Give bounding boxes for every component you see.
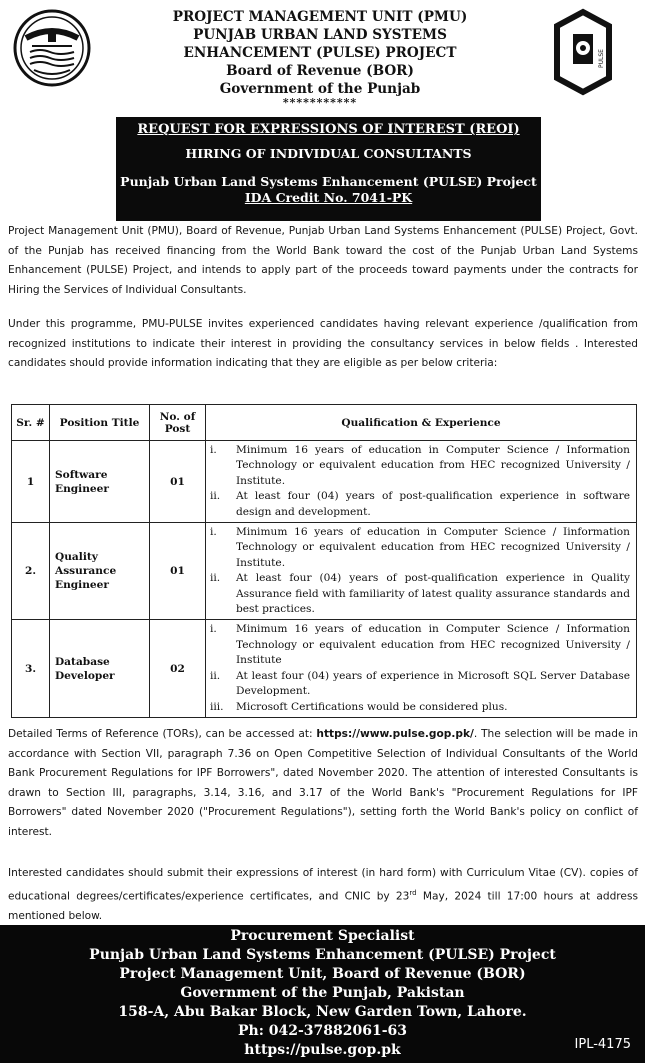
reoi-banner — [116, 117, 541, 221]
reoi-project: Punjab Urban Land Systems Enhancement (PULSE) Project — [120, 174, 537, 189]
row-sr: 3. — [12, 620, 50, 717]
footer-line-3: Project Management Unit, Board of Revenue (BOR) — [119, 966, 526, 982]
qualification-item-text: Minimum 16 years of education in Computer Science / Information Technology or equivalent education from HEC recognized University / Institute — [236, 623, 630, 667]
footer-website-link[interactable]: https://pulse.gop.pk — [244, 1042, 401, 1058]
qualification-item-text: Minimum 16 years of education in Computer Science / Information Technology or equivalent education from HEC recognized University / Institute. — [236, 444, 630, 487]
page-header — [0, 0, 645, 112]
qualification-item-text: At least four (04) years of post-qualification experience in Quality Assurance field with familiarity of latest quality assurance standards and best practices. — [236, 572, 630, 616]
table-row — [12, 523, 637, 620]
tor-text-after: . The selection will be made in accordance with Section VII, paragraph 7.36 on Open Competitive Selection of Individual Consultants of the World Bank Procurement Regulations for IPF Borrowers", dated November 2020. The attention of interested Consultants is drawn to Section III, paragraphs, 3.14, 3.16, and 3.17 of the World Bank's "Procurement Regulations for IPF Borrowers" dated November 2020 ("Procurement Regulations"), setting forth the World Bank's policy on conflict of interest. — [8, 728, 638, 838]
pulse-logo-text: PULSE — [598, 49, 605, 68]
qualification-item-number: ii. — [210, 572, 221, 585]
header-qualification: Qualification & Experience — [206, 405, 637, 441]
qualification-item-text: At least four (04) years of post-qualification experience in software design and development. — [236, 490, 630, 518]
qualification-item-number: iii. — [210, 700, 224, 713]
qualification-item-text: Minimum 16 years of education in Computer Science / Iinformation Technology or equivalent education from HEC recognized University / Institute. — [236, 526, 630, 569]
tor-text-before: Detailed Terms of Reference (TORs), can be accessed at: — [8, 728, 317, 740]
qualification-item-text: At least four (04) years of experience in Microsoft SQL Server Database Development. — [236, 669, 630, 698]
submission-text-after: May, 2024 till 17:00 hours at address mentioned below. — [8, 890, 638, 922]
intro-paragraph: Project Management Unit (PMU), Board of Revenue, Punjab Urban Land Systems Enhancement (PULSE) Project, Govt. of the Punjab has received financing from the World Bank toward the cost of the Punjab Urban Land Systems Enhancement (PULSE) Project, and intends to apply part of the proceeds toward payments under the contracts for Hiring the Services of Individual Consultants. — [8, 225, 638, 296]
footer-line-5: 158-A, Abu Bakar Block, New Garden Town, Lahore. — [118, 1004, 527, 1020]
footer-line-2: Punjab Urban Land Systems Enhancement (PULSE) Project — [89, 947, 556, 963]
reoi-subtitle: HIRING OF INDIVIDUAL CONSULTANTS — [185, 146, 472, 161]
row-sr: 1 — [12, 441, 50, 523]
row-qualification — [206, 620, 637, 717]
header-line-1: PROJECT MANAGEMENT UNIT (PMU) — [172, 9, 468, 25]
header-line-4: Board of Revenue (BOR) — [226, 63, 414, 79]
row-posts: 01 — [150, 523, 206, 620]
header-line-5: Government of the Punjab — [219, 81, 421, 97]
pulse-logo-icon — [553, 8, 613, 96]
row-posts: 01 — [150, 441, 206, 523]
positions-table — [11, 404, 637, 718]
header-no-of-post: No. of Post — [150, 405, 206, 441]
programme-paragraph: Under this programme, PMU-PULSE invites experienced candidates having relevant experience /qualification from recognized institutions to indicate their interest in providing the consultancy services in below fields . Interested candidates should provide information indicating that they are eligible as per below criteria: — [8, 318, 638, 370]
contact-footer — [0, 925, 645, 1063]
qualification-item-number: i. — [210, 526, 217, 539]
qualification-item-number: ii. — [210, 490, 221, 503]
qualification-item — [210, 525, 630, 571]
qualification-item — [210, 669, 630, 700]
row-position-title: Software Engineer — [50, 441, 150, 523]
qualification-item-number: i. — [210, 444, 217, 456]
submission-text-before: Interested candidates should submit their expressions of interest (in hard form) with Curriculum Vitae (CV). copies of educational degrees/certificates/experience certificates, and CNIC by 23 — [8, 867, 638, 903]
submission-paragraph — [8, 864, 638, 926]
table-header-row — [12, 405, 637, 441]
reoi-credit-number: IDA Credit No. 7041-PK — [244, 190, 413, 205]
qualification-item — [210, 700, 630, 715]
footer-line-1: Procurement Specialist — [230, 928, 415, 944]
qualification-item — [210, 622, 630, 668]
table-row — [12, 620, 637, 717]
punjab-government-emblem-icon — [12, 8, 92, 88]
header-position-title: Position Title — [50, 405, 150, 441]
row-sr: 2. — [12, 523, 50, 620]
qualification-item — [210, 443, 630, 489]
reoi-title: REQUEST FOR EXPRESSIONS OF INTEREST (REOI) — [137, 122, 520, 137]
submission-date-suffix: rd — [409, 888, 417, 897]
qualification-item-number: ii. — [210, 669, 221, 682]
tor-paragraph — [8, 725, 638, 843]
row-qualification — [206, 441, 637, 523]
footer-line-6: Ph: 042-37882061-63 — [237, 1023, 407, 1039]
header-stars-divider: *********** — [282, 96, 358, 109]
header-sr: Sr. # — [12, 405, 50, 441]
qualification-item — [210, 489, 630, 520]
qualification-item-text: Microsoft Certifications would be considered plus. — [236, 700, 508, 713]
header-line-3: ENHANCEMENT (PULSE) PROJECT — [183, 45, 457, 61]
header-title-block — [100, 8, 540, 108]
qualification-item — [210, 571, 630, 617]
ipl-code: IPL-4175 — [574, 1037, 631, 1052]
footer-line-4: Government of the Punjab, Pakistan — [180, 985, 465, 1001]
header-line-2: PUNJAB URBAN LAND SYSTEMS — [193, 27, 447, 43]
qualification-item-number: i. — [210, 623, 217, 636]
row-position-title: Database Developer — [50, 620, 150, 717]
tor-website-link[interactable]: https://www.pulse.gop.pk/ — [316, 728, 474, 740]
row-position-title: Quality Assurance Engineer — [50, 523, 150, 620]
row-qualification — [206, 523, 637, 620]
row-posts: 02 — [150, 620, 206, 717]
table-row — [12, 441, 637, 523]
